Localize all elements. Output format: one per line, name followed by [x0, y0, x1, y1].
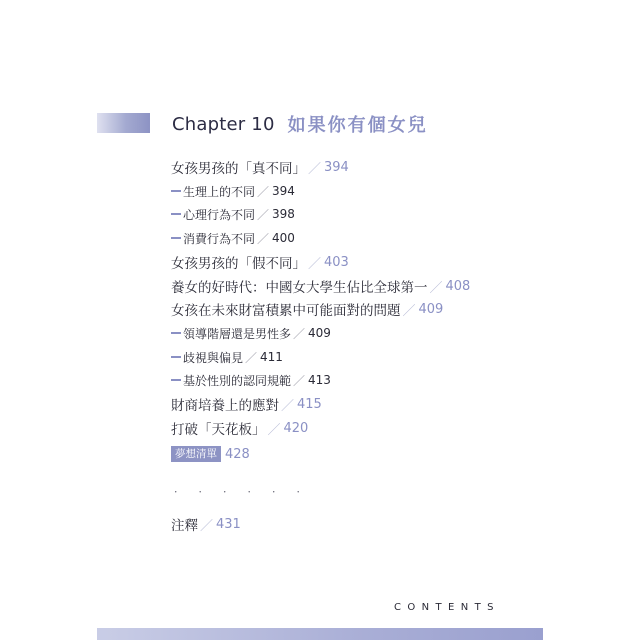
toc-entry[interactable]: [171, 181, 295, 201]
toc-entry-title: 心理行為不同: [183, 207, 256, 222]
toc-entry-notes[interactable]: [171, 514, 241, 534]
toc-entry-page: 400: [272, 231, 295, 245]
toc-entry-page: 411: [260, 350, 283, 364]
toc-entry-dream-list[interactable]: [171, 446, 250, 462]
dash-marker: [171, 237, 181, 239]
toc-entry-page: 403: [324, 254, 349, 270]
page-separator: ／: [308, 161, 322, 177]
contents-footer-label: CONTENTS: [394, 602, 500, 613]
dash-marker: [171, 356, 181, 358]
notes-page: 431: [216, 516, 241, 532]
toc-entry-title: 歧視與偏見: [183, 350, 244, 365]
footer-accent-bar: [97, 628, 543, 640]
toc-entry[interactable]: [171, 157, 349, 177]
page-separator: ／: [281, 398, 295, 414]
notes-label: 注釋: [171, 518, 198, 534]
toc-entry-title: 女孩男孩的「假不同」: [171, 256, 306, 272]
toc-entry-title: 女孩在未來財富積累中可能面對的問題: [171, 303, 401, 319]
toc-entry-title: 財商培養上的應對: [171, 398, 279, 414]
toc-entry-page: 394: [272, 184, 295, 198]
toc-entry-title: 消費行為不同: [183, 231, 256, 246]
page-separator: ／: [308, 256, 322, 272]
toc-entry[interactable]: [171, 299, 443, 319]
toc-entry-title: 生理上的不同: [183, 184, 256, 199]
page-separator: ／: [293, 373, 306, 388]
page-separator: ／: [257, 184, 270, 199]
page-separator: ／: [245, 350, 258, 365]
toc-entry-page: 409: [308, 326, 331, 340]
dream-list-badge: 夢想清單: [171, 446, 221, 462]
toc-entry[interactable]: [171, 252, 349, 272]
toc-entry-page: 409: [418, 301, 444, 317]
page-separator: ／: [293, 326, 306, 341]
page-separator: ／: [257, 207, 270, 222]
page-separator: ／: [267, 422, 281, 438]
toc-entry[interactable]: [171, 228, 295, 248]
chapter-title: 如果你有個女兒: [287, 115, 428, 136]
toc-entry-page: 413: [308, 373, 331, 387]
toc-entry-page: 415: [297, 396, 322, 412]
chapter-number: Chapter 10: [172, 113, 275, 135]
toc-entry-title: 養女的好時代：中國女大學生佔比全球第一: [171, 280, 428, 296]
dash-marker: [171, 213, 181, 215]
toc-entry-page: 398: [272, 207, 295, 221]
dream-list-page: 428: [225, 446, 250, 462]
toc-entry[interactable]: [171, 370, 331, 390]
toc-entry[interactable]: [171, 347, 283, 367]
toc-entry-title: 基於性別的認同規範: [183, 373, 292, 388]
page-separator: ／: [429, 280, 443, 296]
toc-entry[interactable]: [171, 323, 331, 343]
dash-marker: [171, 190, 181, 192]
page-separator: ／: [402, 303, 416, 319]
dash-marker: [171, 332, 181, 334]
toc-entry-title: 打破「天花板」: [171, 422, 266, 438]
toc-entry[interactable]: [171, 204, 295, 224]
toc-entry-page: 420: [283, 420, 309, 436]
ellipsis: ． ． ． ． ． ．: [174, 482, 313, 495]
toc-entry-title: 女孩男孩的「真不同」: [171, 161, 306, 177]
toc-entry[interactable]: [171, 394, 322, 414]
page-separator: ／: [257, 231, 270, 246]
toc-entry[interactable]: [171, 418, 308, 438]
toc-entry[interactable]: [171, 276, 470, 296]
toc-entry-title: 領導階層還是男性多: [183, 326, 292, 341]
dash-marker: [171, 379, 181, 381]
page-separator: ／: [200, 518, 214, 534]
toc-entry-page: 408: [445, 278, 471, 294]
toc-entry-page: 394: [324, 159, 349, 175]
